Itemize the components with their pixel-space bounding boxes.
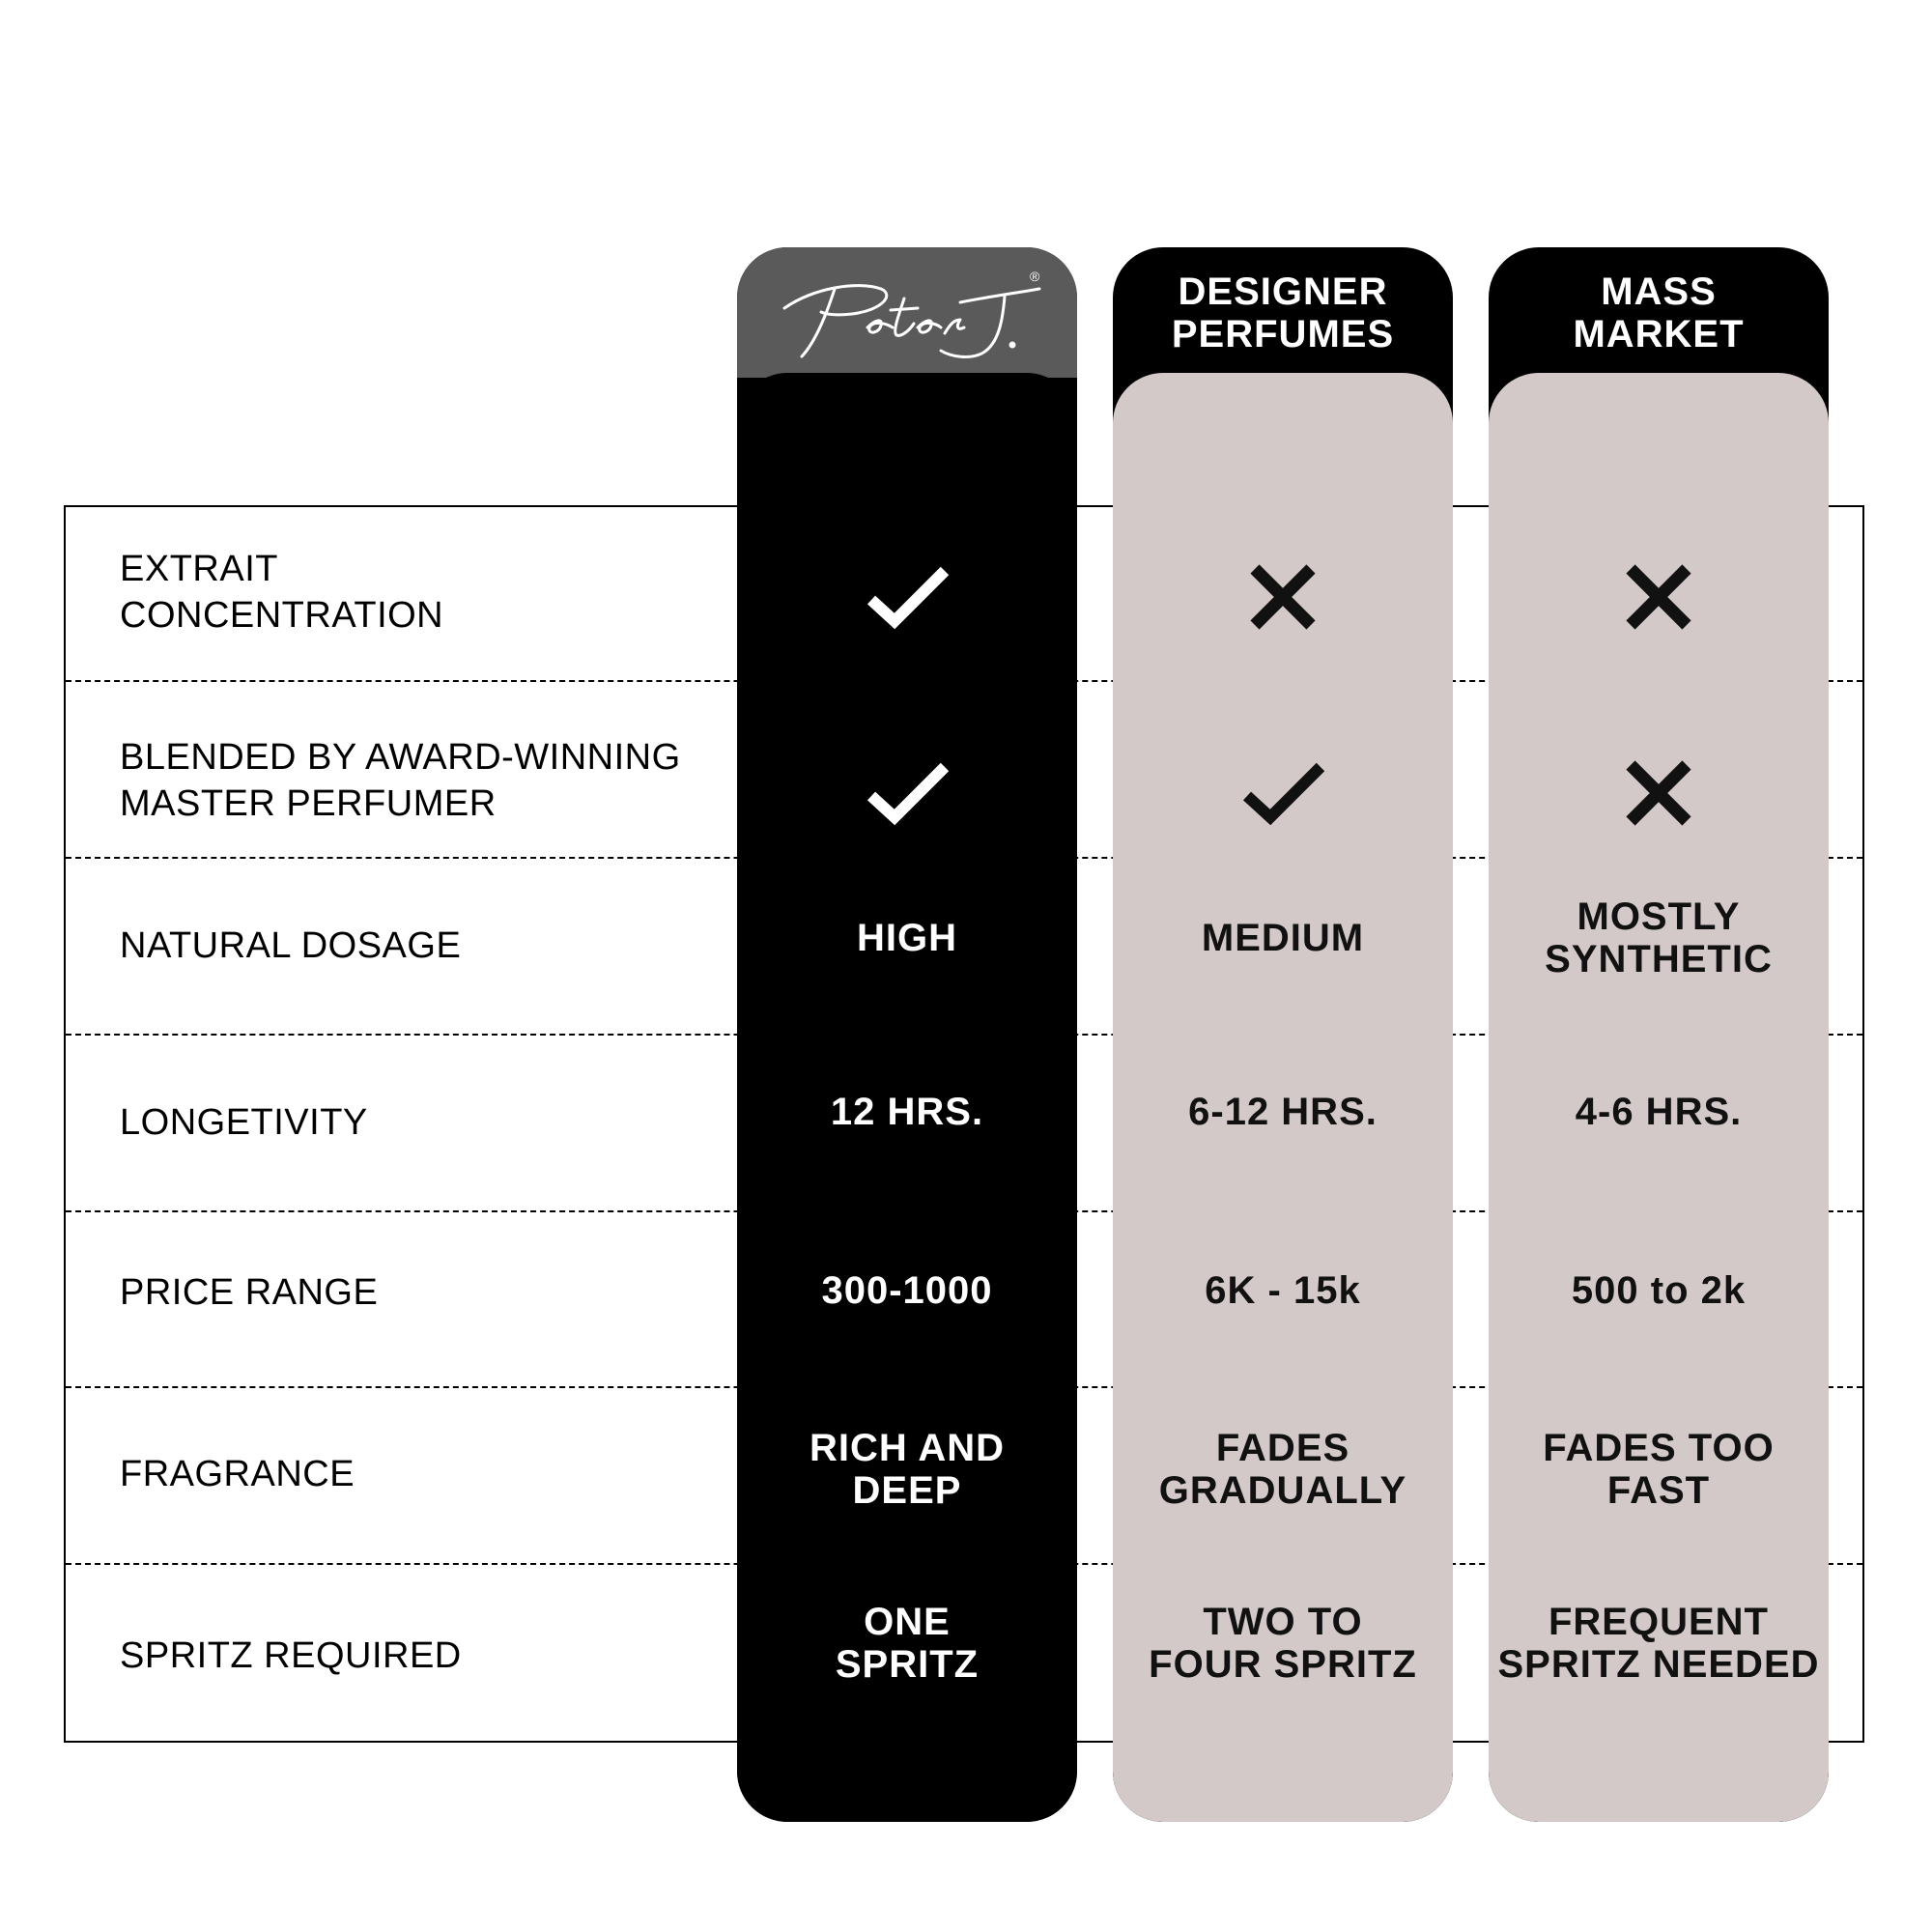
cell-check [737,520,1077,674]
column-header-peter-j [737,247,1077,378]
cell-cross [1113,520,1453,674]
cell-longetivity: 6-12 HRS. [1188,1091,1378,1133]
row-label-natural-dosage: NATURAL DOSAGE [120,925,462,966]
column-title-mass-market: MASS MARKET [1573,270,1745,355]
cell-fragrance: FADES GRADUALLY [1158,1427,1407,1512]
svg-text:®: ® [1030,268,1040,284]
check-icon [864,554,951,640]
cell-price-range: 500 to 2k [1571,1269,1747,1312]
cell-fragrance: FADES TOO FAST [1543,1427,1775,1512]
row-label-fragrance: FRAGRANCE [120,1454,355,1494]
column-mass-market [1489,247,1829,1822]
column-peter-j [737,247,1077,1822]
cell-check [1113,716,1453,870]
column-body-designer [1113,373,1453,1822]
cell-natural-dosage: HIGH [857,917,957,959]
check-icon [864,750,951,837]
cell-spritz-required: ONE SPRITZ [835,1601,980,1686]
cell-cross [1489,716,1829,870]
column-body-peter-j [737,373,1077,1822]
row-label-blended: BLENDED BY AWARD-WINNING MASTER PERFUMER [120,737,681,824]
cell-check [737,716,1077,870]
cell-cross [1489,520,1829,674]
cross-icon [1239,554,1326,640]
cell-price-range: 300-1000 [821,1269,993,1312]
cell-natural-dosage: MOSTLY SYNTHETIC [1545,895,1773,980]
column-body-mass-market [1489,373,1829,1822]
row-label-price-range: PRICE RANGE [120,1272,379,1313]
column-title-designer: DESIGNER PERFUMES [1171,270,1395,355]
cross-icon [1615,554,1702,640]
column-header-mass-market [1489,247,1829,378]
cell-price-range: 6K - 15k [1205,1269,1361,1312]
cell-longetivity: 12 HRS. [830,1091,984,1133]
column-designer-perfumes [1113,247,1453,1822]
column-header-designer [1113,247,1453,378]
peter-j-logo [767,260,1047,366]
cross-icon [1615,750,1702,837]
cell-spritz-required: TWO TO FOUR SPRITZ [1149,1601,1417,1686]
row-label-longetivity: LONGETIVITY [120,1102,368,1143]
row-label-spritz-required: SPRITZ REQUIRED [120,1635,462,1676]
cell-fragrance: RICH AND DEEP [809,1427,1006,1512]
check-icon [1239,750,1326,837]
cell-spritz-required: FREQUENT SPRITZ NEEDED [1497,1601,1820,1686]
cell-longetivity: 4-6 HRS. [1575,1091,1743,1133]
cell-natural-dosage: MEDIUM [1201,917,1365,959]
row-label-extrait: EXTRAIT CONCENTRATION [120,549,444,636]
